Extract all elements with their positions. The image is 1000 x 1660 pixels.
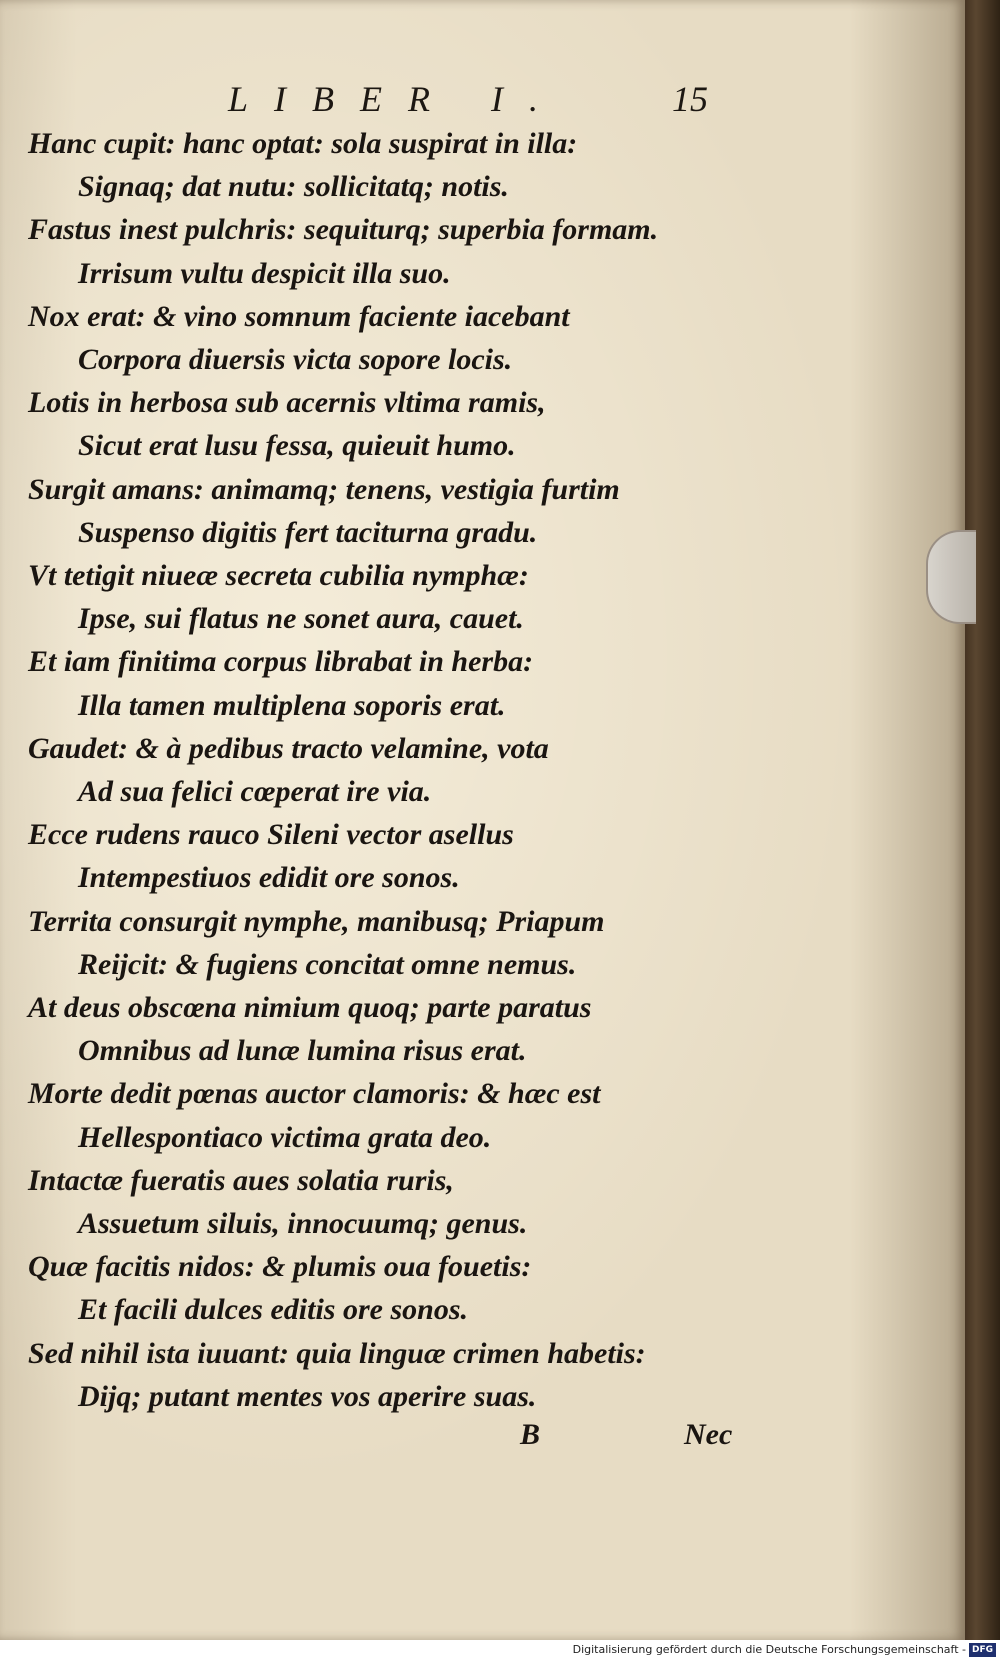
verse-line: Sed nihil ista iuuant: quia linguæ crimen habetis: xyxy=(28,1336,646,1370)
verse-line: Assuetum siluis, innocuumq; genus. xyxy=(78,1207,528,1241)
verse-line: Hellespontiaco victima grata deo. xyxy=(78,1120,492,1154)
verse-line: Territa consurgit nymphe, manibusq; Priapum xyxy=(28,904,605,938)
verse-line: Dijq; putant mentes vos aperire suas. xyxy=(78,1379,537,1413)
verse-line: Sicut erat lusu fessa, quieuit humo. xyxy=(78,429,516,463)
verse-line: Lotis in herbosa sub acernis vltima ramis, xyxy=(28,386,546,420)
verse-line: Surgit amans: animamq; tenens, vestigia furtim xyxy=(28,472,620,506)
verse-line: Ecce rudens rauco Sileni vector asellus xyxy=(28,818,514,852)
verse-line: Gaudet: & à pedibus tracto velamine, vota xyxy=(28,731,549,765)
signature-mark: B xyxy=(520,1418,541,1451)
verse-line: Et iam finitima corpus librabat in herba: xyxy=(28,645,534,679)
catchword: Nec xyxy=(684,1418,733,1451)
verse-line: At deus obscœna nimium quoq; parte paratus xyxy=(28,991,592,1025)
page-footer xyxy=(0,1418,965,1458)
verse-line: Fastus inest pulchris: sequiturq; superbia formam. xyxy=(28,213,659,247)
verse-line: Intactæ fueratis aues solatia ruris, xyxy=(28,1163,454,1197)
verse-line: Intempestiuos edidit ore sonos. xyxy=(78,861,460,895)
page-header xyxy=(0,78,965,118)
verse-line: Nox erat: & vino somnum faciente iacebant xyxy=(28,299,570,333)
verse-line: Ipse, sui flatus ne sonet aura, cauet. xyxy=(78,602,524,636)
page-number: 15 xyxy=(672,79,708,119)
verse-line: Vt tetigit niueæ secreta cubilia nymphæ: xyxy=(28,559,529,593)
dfg-logo: DFG xyxy=(969,1643,996,1657)
verse-line: Signaq; dat nutu: sollicitatq; notis. xyxy=(78,170,509,204)
digitization-credit xyxy=(0,1640,1000,1660)
page-clip-tab xyxy=(926,530,976,624)
verse-line: Ad sua felici cœperat ire via. xyxy=(78,775,432,809)
verse-line: Omnibus ad lunæ lumina risus erat. xyxy=(78,1034,527,1068)
running-head: LIBER I. xyxy=(228,79,564,119)
verse-line: Suspenso digitis fert taciturna gradu. xyxy=(78,515,538,549)
verse-line: Et facili dulces editis ore sonos. xyxy=(78,1293,468,1327)
verse-line: Morte dedit pœnas auctor clamoris: & hæc est xyxy=(28,1077,601,1111)
credit-text: Digitalisierung gefördert durch die Deutsche Forschungsgemeinschaft - xyxy=(572,1643,966,1656)
verse-line: Reijcit: & fugiens concitat omne nemus. xyxy=(78,947,577,981)
verse-line: Corpora diuersis victa sopore locis. xyxy=(78,343,513,377)
verse-line: Irrisum vultu despicit illa suo. xyxy=(78,256,451,290)
book-spine-edge xyxy=(960,0,1000,1640)
verse-line: Quæ facitis nidos: & plumis oua fouetis: xyxy=(28,1250,532,1284)
verse-line: Hanc cupit: hanc optat: sola suspirat in illa: xyxy=(28,127,578,160)
verse-line: Illa tamen multiplena soporis erat. xyxy=(78,688,506,722)
verse-block xyxy=(28,122,928,1418)
